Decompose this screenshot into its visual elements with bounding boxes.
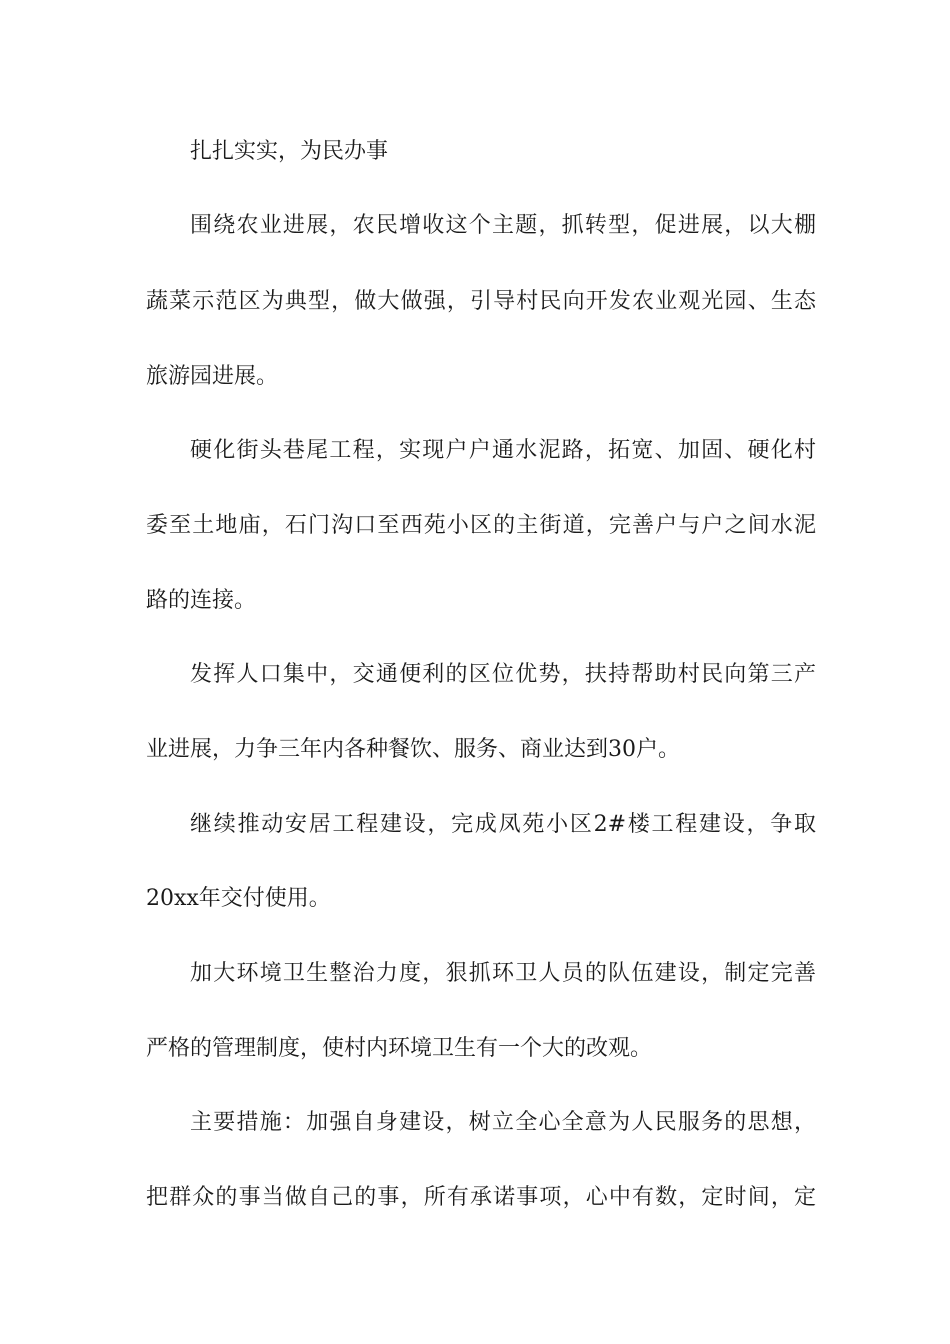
paragraph-line: 20xx年交付使用。 — [146, 886, 331, 911]
section-heading: 扎扎实实，为民办事 — [190, 139, 389, 164]
paragraph-line: 蔬菜示范区为典型，做大做强，引导村民向开发农业观光园、生态 — [146, 289, 816, 314]
paragraph-line: 硬化街头巷尾工程，实现户户通水泥路，拓宽、加固、硬化村 — [190, 438, 816, 463]
paragraph-line: 业进展，力争三年内各种餐饮、服务、商业达到30户。 — [146, 737, 680, 762]
paragraph-line: 把群众的事当做自己的事，所有承诺事项，心中有数，定时间，定 — [146, 1185, 816, 1210]
paragraph-line: 主要措施：加强自身建设，树立全心全意为人民服务的思想， — [190, 1110, 816, 1135]
paragraph-line: 加大环境卫生整治力度，狠抓环卫人员的队伍建设，制定完善 — [190, 961, 816, 986]
paragraph-line: 严格的管理制度，使村内环境卫生有一个大的改观。 — [146, 1036, 653, 1061]
paragraph-line: 旅游园进展。 — [146, 364, 279, 389]
paragraph-line: 委至土地庙，石门沟口至西苑小区的主街道，完善户与户之间水泥 — [146, 513, 816, 538]
paragraph-line: 发挥人口集中，交通便利的区位优势，扶持帮助村民向第三产 — [190, 662, 816, 687]
paragraph-line: 继续推动安居工程建设，完成凤苑小区2#楼工程建设，争取 — [190, 812, 816, 837]
paragraph-line: 围绕农业进展，农民增收这个主题，抓转型，促进展，以大棚 — [190, 213, 816, 238]
paragraph-line: 路的连接。 — [146, 588, 257, 613]
